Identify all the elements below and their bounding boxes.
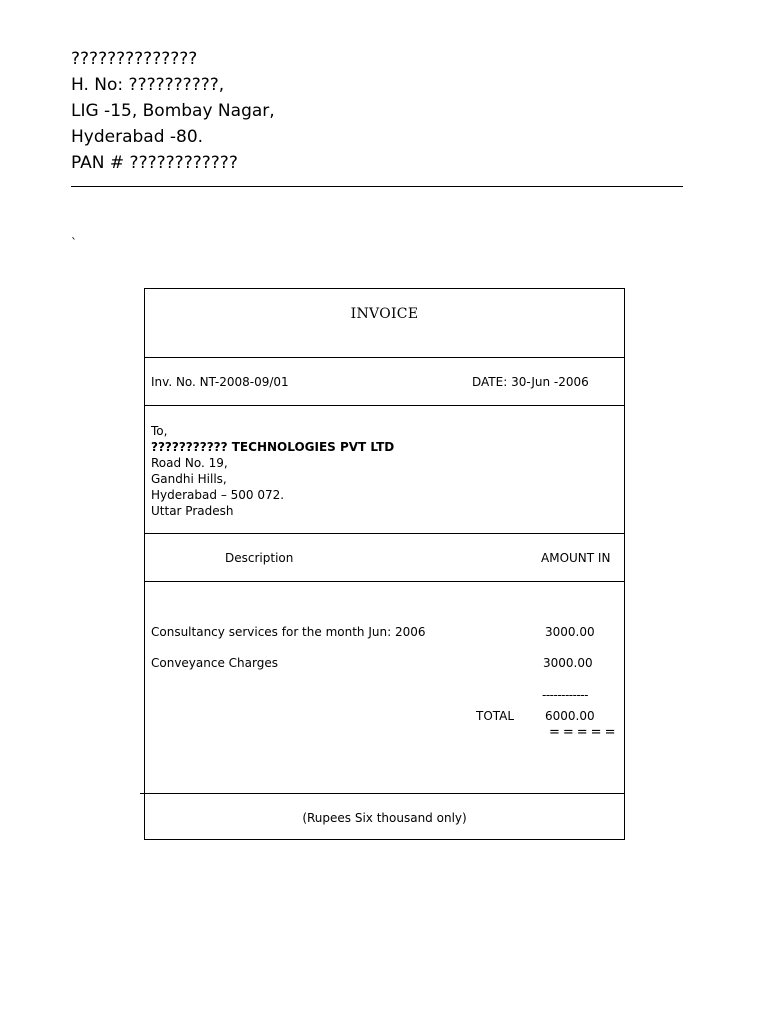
item-description: Conveyance Charges [151, 656, 278, 670]
sender-city: Hyderabad -80. [71, 127, 204, 147]
header-divider [71, 186, 683, 187]
invoice-meta-row [145, 358, 624, 406]
total-value: 6000.00 [545, 709, 595, 723]
recipient-row [145, 406, 624, 534]
invoice-title-row [145, 289, 624, 358]
sender-house: H. No: ??????????, [71, 75, 225, 95]
stray-mark: ` [71, 236, 77, 250]
item-description: Consultancy services for the month Jun: 2006 [151, 625, 426, 639]
sender-address [71, 46, 275, 176]
items-body [145, 582, 624, 794]
item-amount: 3000.00 [545, 625, 595, 639]
sender-street: LIG -15, Bombay Nagar, [71, 101, 275, 121]
recipient-line4: Uttar Pradesh [151, 504, 234, 518]
recipient-line2: Gandhi Hills, [151, 472, 227, 486]
invoice-box [144, 288, 625, 840]
recipient-line3: Hyderabad – 500 072. [151, 488, 285, 502]
total-label: TOTAL [476, 709, 515, 723]
description-header: Description [225, 551, 294, 565]
sender-pan: PAN # ???????????? [71, 153, 238, 173]
invoice-date: DATE: 30-Jun -2006 [472, 375, 589, 389]
footer-divider [140, 793, 625, 794]
total-divider: ------------ [542, 688, 588, 702]
recipient-company: ??????????? TECHNOLOGIES PVT LTD [151, 440, 395, 454]
sender-name: ?????????????? [71, 49, 198, 69]
recipient-to-label: To, [151, 424, 168, 438]
item-amount: 3000.00 [543, 656, 593, 670]
items-header-row [145, 534, 624, 582]
amount-in-words: (Rupees Six thousand only) [302, 811, 467, 825]
invoice-number: Inv. No. NT-2008-09/01 [151, 375, 289, 389]
amount-header: AMOUNT IN [541, 551, 611, 565]
invoice-title: INVOICE [350, 306, 419, 322]
total-underline: ===== [549, 725, 619, 740]
recipient-line1: Road No. 19, [151, 456, 228, 470]
recipient-address [151, 423, 394, 519]
